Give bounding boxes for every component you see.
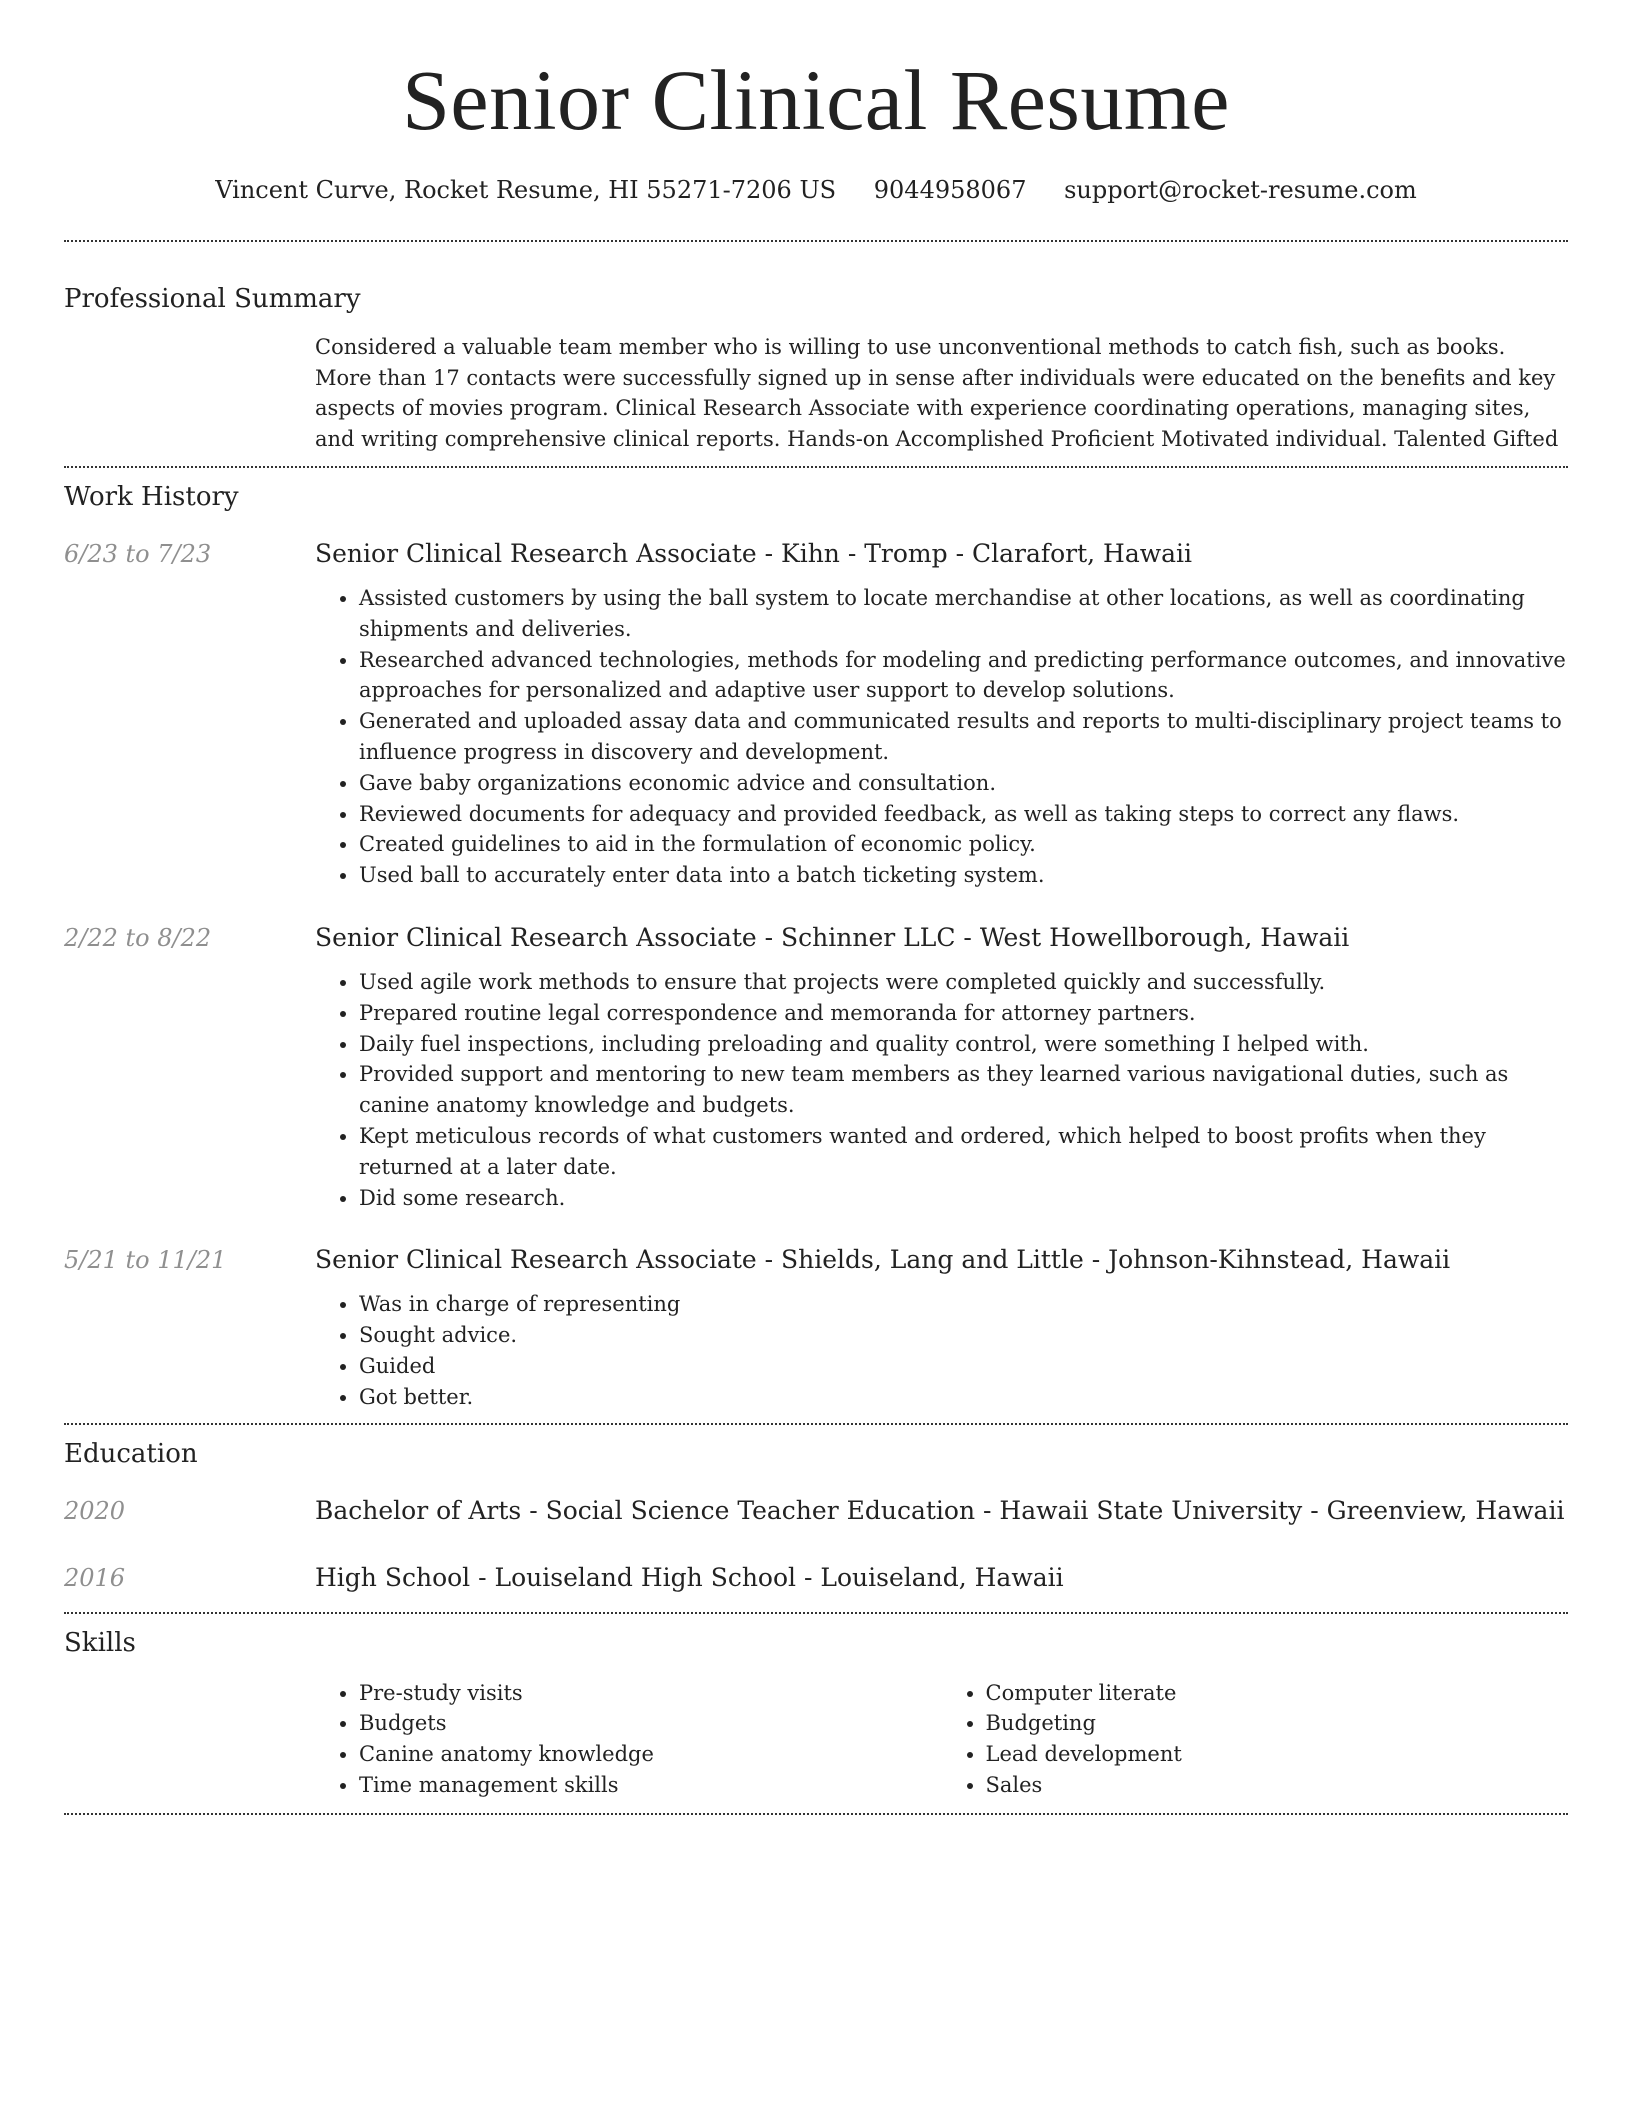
list-item: • Created guidelines to aid in the formulation of economic policy. [359,829,1568,860]
list-item: • Sales [986,1770,1569,1801]
skills-column [942,1678,1569,1801]
education-year: 2016 [64,1563,126,1592]
list-item: • Time management skills [359,1770,942,1801]
list-item: • Prepared routine legal correspondence and memoranda for attorney partners. [359,998,1568,1029]
skills-row [64,1678,1568,1801]
job-heading: Senior Clinical Research Associate - Shields, Lang and Little - Johnson-Kihnstead, Hawaii [315,1245,1451,1275]
job-entry [64,921,1568,1213]
contact-email: support@rocket-resume.com [1064,176,1417,204]
section-title-summary: Professional Summary [64,284,361,314]
list-item: • Provided support and mentoring to new team members as they learned various navigational duties, such as canine anatomy knowledge and budgets. [359,1059,1568,1121]
list-item: • Gave baby organizations economic advice and consultation. [359,768,1568,799]
job-heading: Senior Clinical Research Associate - Schinner LLC - West Howellborough, Hawaii [315,922,1350,952]
skills-list [315,1678,1568,1801]
divider [64,1423,1568,1425]
education-text: Bachelor of Arts - Social Science Teacher Education - Hawaii State University - Greenview, Hawaii [315,1495,1565,1525]
job-entry [64,537,1568,891]
list-item: • Assisted customers by using the ball system to locate merchandise at other locations, as well as coordinating shipments and deliveries. [359,583,1568,645]
list-item: • Reviewed documents for adequacy and provided feedback, as well as taking steps to correct any flaws. [359,799,1568,830]
divider [64,1612,1568,1614]
list-item: • Guided [359,1351,1568,1382]
section-title-skills: Skills [64,1627,136,1658]
education-text: High School - Louiseland High School - Louiseland, Hawaii [315,1562,1064,1592]
education-year: 2020 [64,1496,126,1525]
list-item: • Researched advanced technologies, methods for modeling and predicting performance outcomes, and innovative approaches for personalized and adaptive user support to develop solutions. [359,645,1568,707]
job-bullets [315,967,1568,1213]
job-heading: Senior Clinical Research Associate - Kihn - Tromp - Clarafort, Hawaii [315,539,1193,568]
list-item: • Generated and uploaded assay data and communicated results and reports to multi-disciplinary project teams to influence progress in discovery and development. [359,706,1568,768]
summary-row [64,332,1568,454]
skills-column [315,1678,942,1801]
education-entry [64,1494,1568,1528]
list-item: • Used agile work methods to ensure that projects were completed quickly and successfully. [359,967,1568,998]
divider [64,466,1568,468]
list-item: • Daily fuel inspections, including preloading and quality control, were something I helped with. [359,1029,1568,1060]
list-item: • Canine anatomy knowledge [359,1739,942,1770]
list-item: • Lead development [986,1739,1569,1770]
list-item: • Was in charge of representing [359,1289,1568,1320]
list-item: • Got better. [359,1382,1568,1413]
list-item: • Pre-study visits [359,1678,942,1709]
resume-title: Senior Clinical Resume [402,52,1230,148]
list-item: • Sought advice. [359,1320,1568,1351]
list-item: • Budgets [359,1708,942,1739]
job-dates: 6/23 to 7/23 [64,540,212,568]
job-bullets [315,583,1568,891]
list-item: • Kept meticulous records of what customers wanted and ordered, which helped to boost profits when they returned at a later date. [359,1121,1568,1183]
education-entry [64,1561,1568,1595]
list-item: • Used ball to accurately enter data into a batch ticketing system. [359,860,1568,891]
contact-address: Vincent Curve, Rocket Resume, HI 55271-7206 US [215,176,837,204]
job-entry [64,1243,1568,1412]
section-title-education: Education [64,1438,198,1469]
list-item: • Computer literate [986,1678,1569,1709]
summary-text: Considered a valuable team member who is willing to use unconventional methods to catch fish, such as books. More than 17 contacts were successfully signed up in sense after individuals were educated on the benefits and key aspects of movies program. Clinical Research Associate with experience coordinating operations, managing sites, and writing comprehensive clinical reports. Hands-on Accomplished Proficient Motivated individual. Talented Gifted [315,335,1559,451]
job-dates: 2/22 to 8/22 [64,923,212,952]
contact-phone: 9044958067 [873,176,1027,204]
list-item: • Did some research. [359,1183,1568,1214]
contact-line [64,174,1568,206]
list-item: • Budgeting [986,1708,1569,1739]
job-dates: 5/21 to 11/21 [64,1246,227,1275]
divider [64,240,1568,242]
divider [64,1813,1568,1815]
job-bullets [315,1289,1568,1412]
section-title-work: Work History [64,482,239,512]
